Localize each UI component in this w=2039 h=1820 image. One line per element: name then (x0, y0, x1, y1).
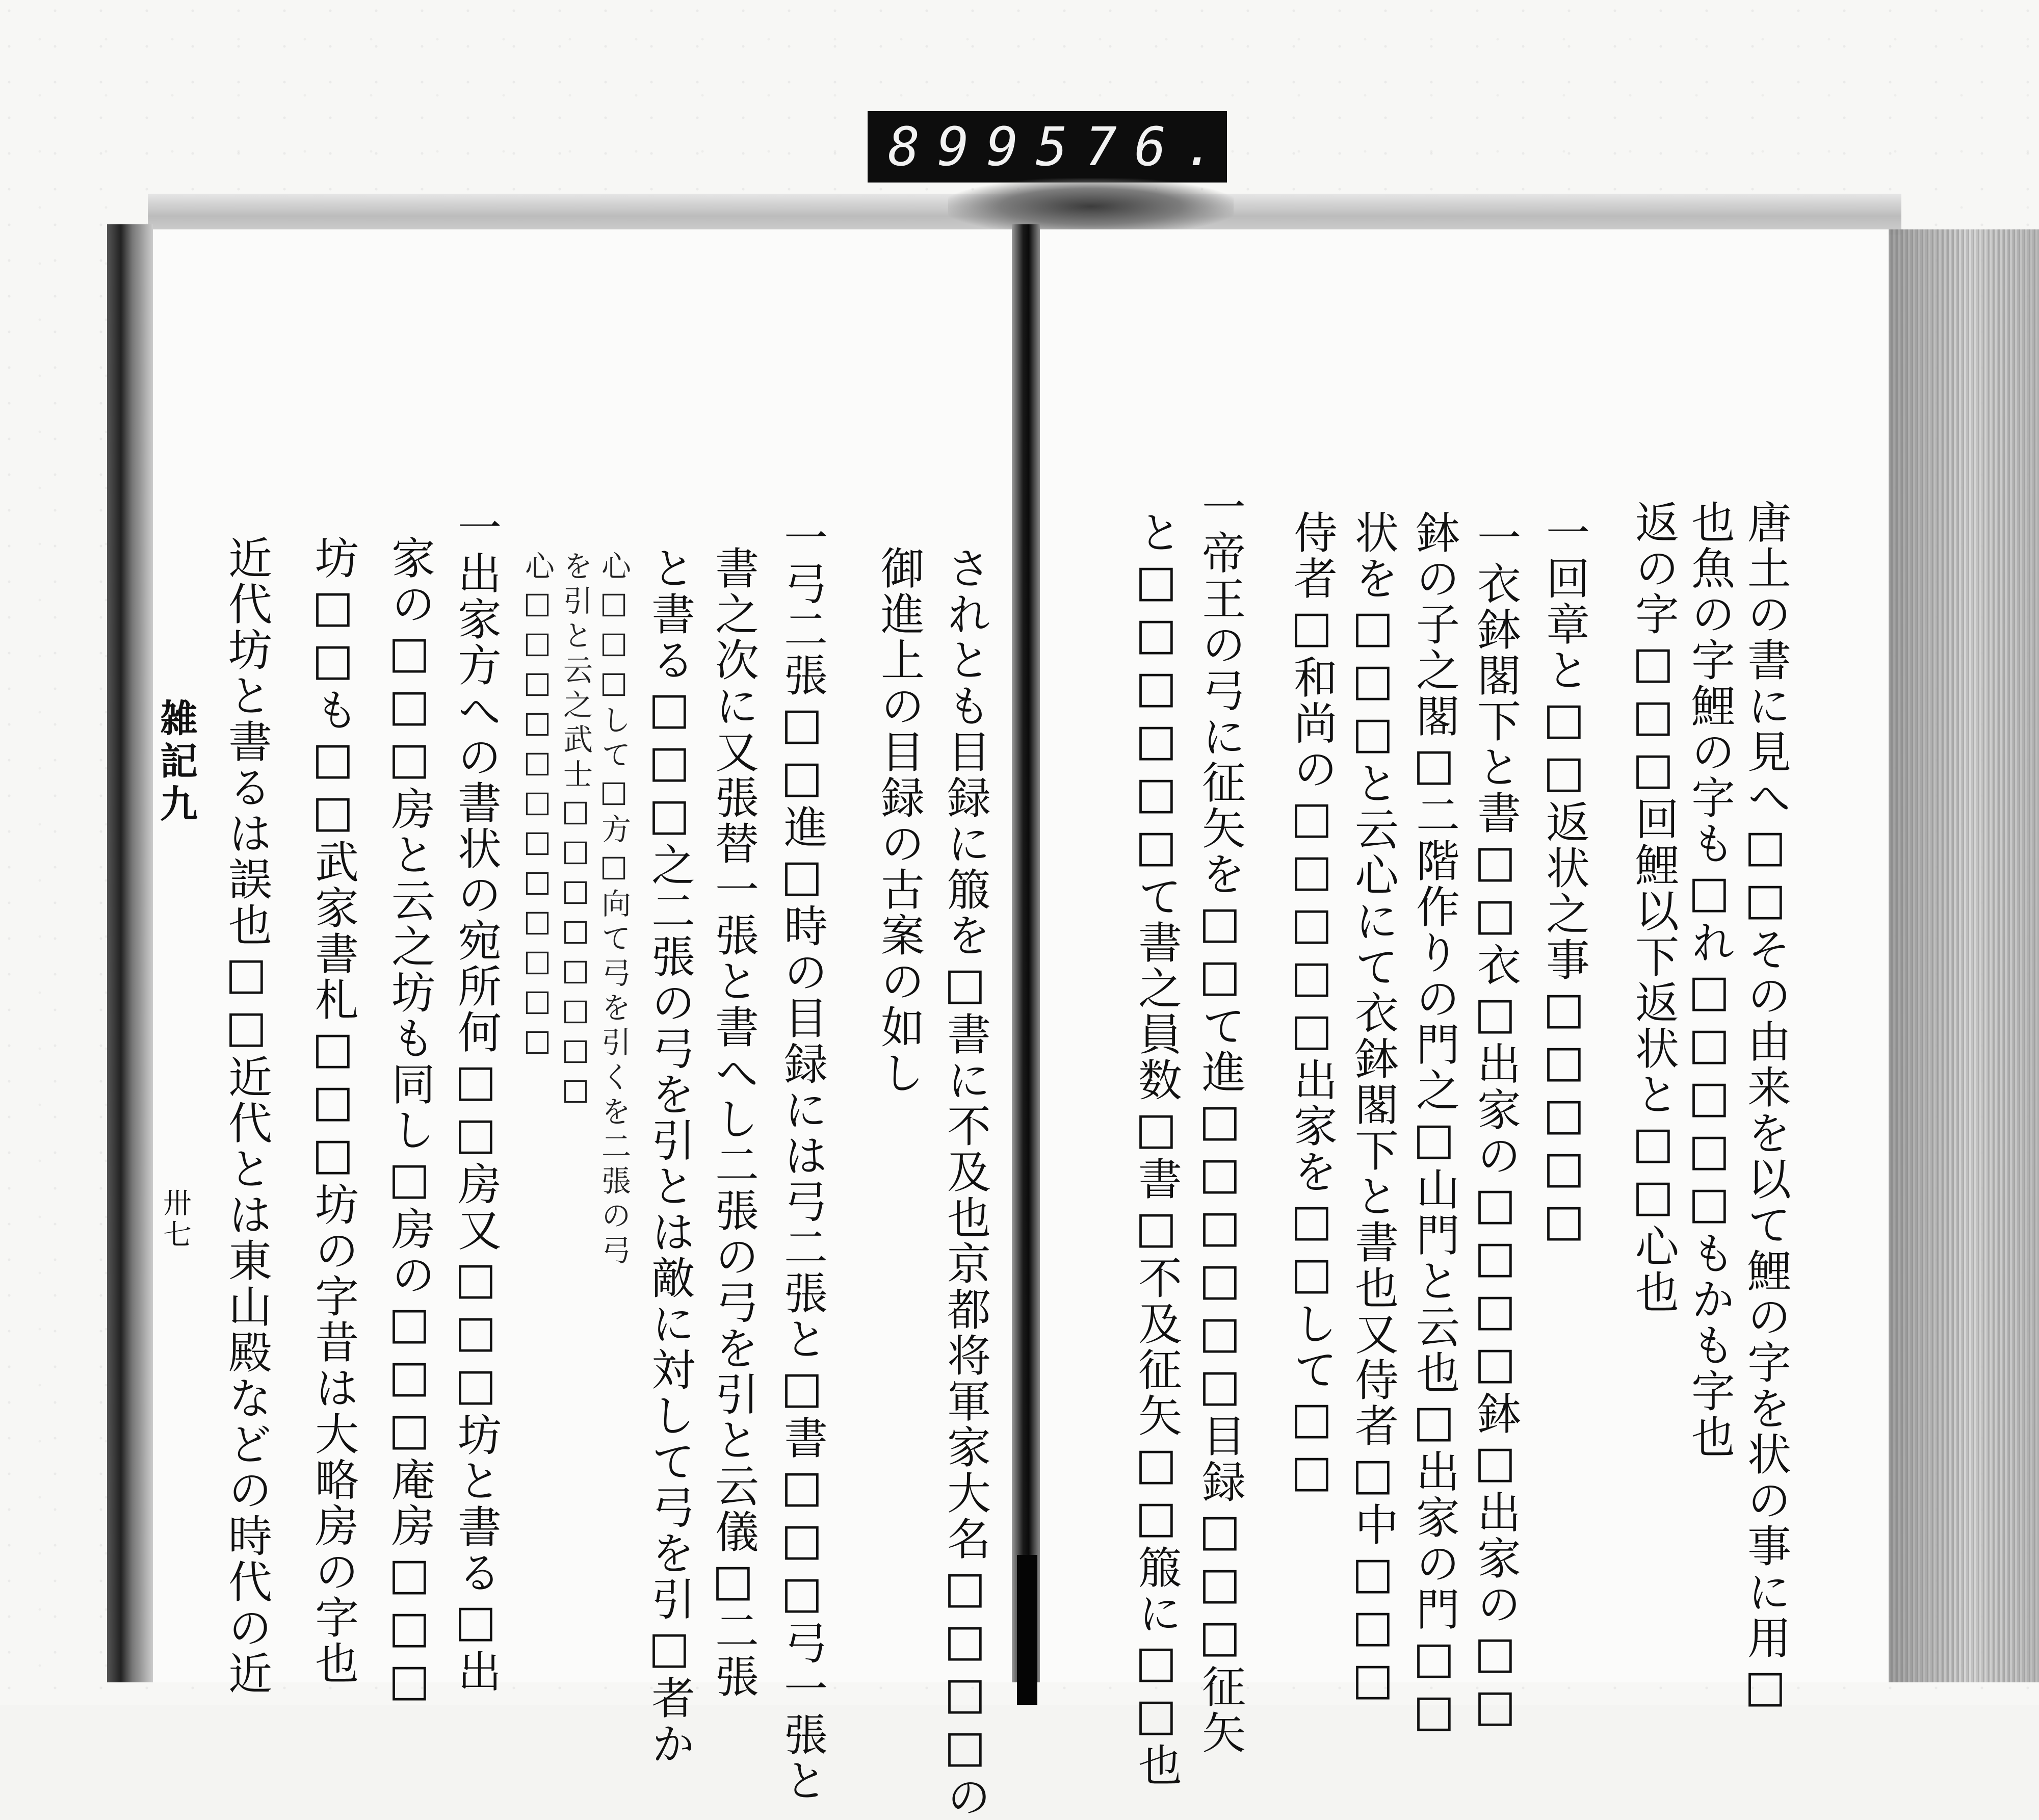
page-number: 卅七 (159, 1188, 192, 1251)
catalog-number-label (868, 111, 1233, 183)
book-right-page-stack-shade (1886, 229, 2039, 1682)
left-page-column-1: されとも目録に箙を□書に不及也京都将軍家大名□□□□の (939, 545, 990, 1820)
left-page-small-note-3: 心□□□□□□□□□□□□ (520, 551, 555, 1062)
left-page-column-9: 近代坊と書るは誤也□□近代とは東山殿などの時代の近 (221, 535, 272, 1697)
book-left-edge (107, 224, 153, 1682)
book-top-shadow-center (948, 178, 1234, 235)
right-page-column-6: 鉢の子之閣□二階作りの門之□山門と云也□出家の門□□ (1408, 510, 1459, 1738)
left-page-column-4: 書之次に又張替一張と書へし二張の弓を引と云儀□二張 (708, 545, 759, 1700)
left-page-small-note-2: を引と云之武士□□□□□□□□ (558, 551, 593, 1111)
right-page-column-5: 一衣鉢閣下と書□□衣□出家の□□□□鉢□出家の□□ (1470, 515, 1521, 1733)
right-page-column-1: 唐土の書に見へ□□その由来を以て鯉の字を状の事に用□ (1740, 500, 1791, 1714)
right-page-column-3: 返の字□□□回鯉以下返状と□□心也 (1628, 500, 1679, 1315)
left-page-column-3: 一弓二張□□進□時の目録には弓二張と□書□□□弓一張と (776, 515, 827, 1804)
book-gutter (1012, 224, 1040, 1682)
book-gutter-foot (1017, 1555, 1037, 1705)
right-page-column-2: 也魚の字鯉の字も□れ□□□□□もかも字也 (1684, 500, 1735, 1460)
right-page-column-4: 一回章と□□返状之事□□□□□ (1538, 510, 1589, 1248)
running-header: 雑記九 (154, 698, 198, 827)
left-page-column-5: と書る□□□之二張の弓を引とは敵に対して弓を引□者か (644, 545, 695, 1767)
left-page-column-2: 御進上の目録の古案の如し (873, 545, 924, 1096)
right-page-column-10: と□□□□□□て書之員数□書□不及征矢□□箙に□□也 (1131, 510, 1182, 1788)
left-page-column-7: 家の□□□房と云之坊も同し□房の□□□庵房□□□ (384, 535, 435, 1708)
catalog-number-right: 576. (1035, 116, 1233, 178)
right-page-column-9: 一帝王の弓に征矢を□□て進□□□□□□目録□□□征矢 (1194, 484, 1245, 1756)
left-page-column-8: 坊□□も□□武家書札□□□坊の字昔は大略房の字也 (307, 535, 358, 1686)
right-page-column-7: 状を□□□と云心にて衣鉢閣下と書也又侍者□中□□□ (1347, 510, 1398, 1707)
left-page-column-6: 一出家方への書状の宛所何□□房又□□□坊と書る□出 (450, 505, 501, 1695)
catalog-number-left: 899 (888, 116, 1036, 178)
left-page-small-note-1: 心□□□して□方□向て弓を引くを二張の弓 (596, 551, 631, 1269)
right-page-column-8: 侍者□和尚の□□□□□出家を□□して□□ (1286, 510, 1337, 1499)
